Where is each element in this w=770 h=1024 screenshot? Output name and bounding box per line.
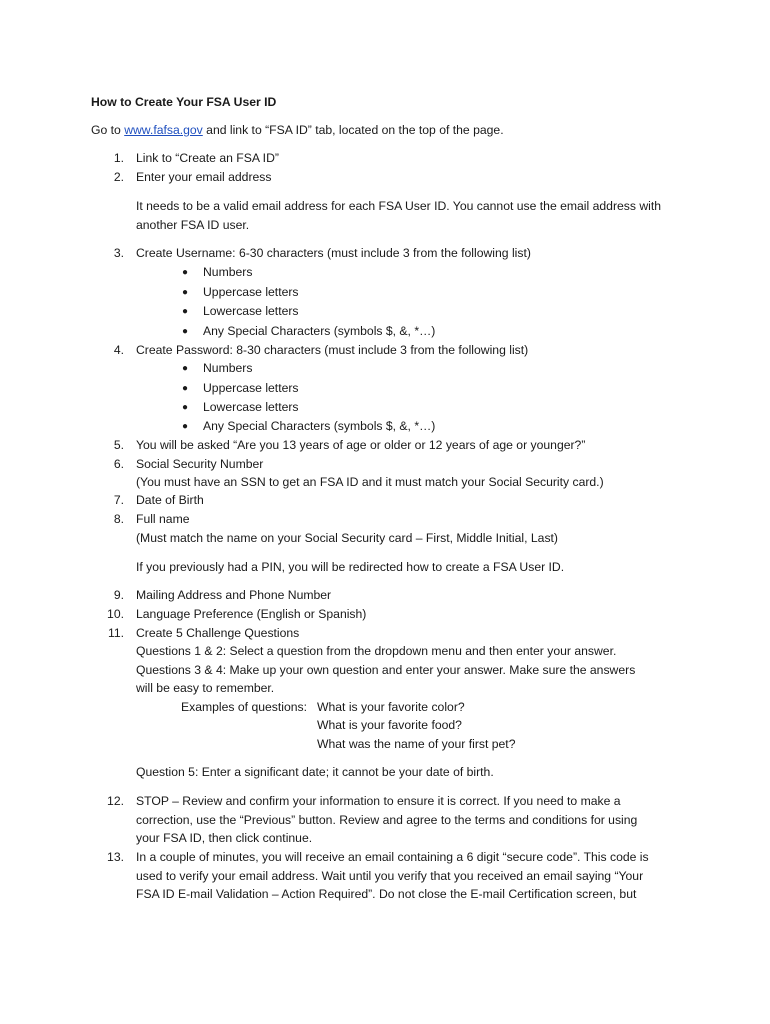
step-2-number: 2. [113, 170, 124, 184]
step-3-bullet: Uppercase letters [203, 285, 299, 299]
step-4-bullet: Lowercase letters [203, 400, 299, 414]
example-question: What is your favorite color? [317, 700, 465, 714]
step-11-number: 11. [107, 626, 124, 640]
intro-suffix: and link to “FSA ID” tab, located on the top of the page. [202, 123, 504, 137]
step-10-text: Language Preference (English or Spanish) [136, 607, 367, 621]
step-8-text: Full name [136, 512, 190, 526]
bullet-icon: ● [182, 402, 189, 413]
step-9-number: 9. [113, 588, 124, 602]
step-12-line: your FSA ID, then click continue. [136, 831, 313, 845]
step-3-bullet: Any Special Characters (symbols $, &, *…) [203, 324, 436, 338]
step-3-number: 3. [113, 246, 124, 260]
bullet-icon: ● [182, 383, 189, 394]
intro-prefix: Go to [91, 123, 125, 137]
step-2-note-line-1: It needs to be a valid email address for each FSA User ID. You cannot use the email address with [136, 199, 662, 213]
step-3-bullet: Numbers [203, 265, 253, 279]
step-12-line: correction, use the “Previous” button. Review and agree to the terms and conditions for using [136, 813, 638, 827]
step-9-text: Mailing Address and Phone Number [136, 588, 332, 602]
step-4-number: 4. [113, 343, 124, 357]
step-11-text: Create 5 Challenge Questions [136, 626, 300, 640]
step-11-note-line: will be easy to remember. [136, 681, 275, 695]
step-2-note-line-2: another FSA ID user. [136, 218, 250, 232]
step-7-number: 7. [113, 493, 124, 507]
intro-line [91, 121, 504, 140]
step-6-note: (You must have an SSN to get an FSA ID and it must match your Social Security card.) [136, 475, 604, 489]
bullet-icon: ● [182, 306, 189, 317]
step-13-number: 13. [107, 850, 124, 864]
step-4-text: Create Password: 8-30 characters (must include 3 from the following list) [136, 343, 529, 357]
step-1-number: 1. [113, 151, 124, 165]
step-11-note-line: Questions 1 & 2: Select a question from the dropdown menu and then enter your answer. [136, 644, 617, 658]
step-12-number: 12. [107, 794, 124, 808]
step-1-text: Link to “Create an FSA ID” [136, 151, 279, 165]
example-question: What was the name of your first pet? [317, 737, 516, 751]
step-3-text: Create Username: 6-30 characters (must include 3 from the following list) [136, 246, 531, 260]
step-11-note-line: Questions 3 & 4: Make up your own question and enter your answer. Make sure the answers [136, 663, 636, 677]
step-4-bullet: Uppercase letters [203, 381, 299, 395]
example-question: What is your favorite food? [317, 718, 462, 732]
step-13-line: used to verify your email address. Wait until you verify that you received an email saying “Your [136, 869, 644, 883]
step-3-bullet: Lowercase letters [203, 304, 299, 318]
step-5-text: You will be asked “Are you 13 years of age or older or 12 years of age or younger?” [136, 438, 586, 452]
step-6-number: 6. [113, 457, 124, 471]
bullet-icon: ● [182, 363, 189, 374]
step-6-text: Social Security Number [136, 457, 264, 471]
step-7-text: Date of Birth [136, 493, 204, 507]
step-13-line: In a couple of minutes, you will receive an email containing a 6 digit “secure code”. This code is [136, 850, 649, 864]
question-5-note: Question 5: Enter a significant date; it cannot be your date of birth. [136, 765, 494, 779]
step-4-bullet: Any Special Characters (symbols $, &, *…) [203, 419, 436, 433]
fafsa-link[interactable]: www.fafsa.gov [124, 123, 203, 137]
bullet-icon: ● [182, 421, 189, 432]
step-4-bullet: Numbers [203, 361, 253, 375]
step-8-number: 8. [113, 512, 124, 526]
pin-note: If you previously had a PIN, you will be redirected how to create a FSA User ID. [136, 560, 565, 574]
bullet-icon: ● [182, 326, 189, 337]
step-10-number: 10. [107, 607, 124, 621]
page-title: How to Create Your FSA User ID [91, 95, 277, 109]
bullet-icon: ● [182, 267, 189, 278]
step-2-text: Enter your email address [136, 170, 272, 184]
step-13-line: FSA ID E-mail Validation – Action Required”. Do not close the E-mail Certification screen, but [136, 887, 637, 901]
bullet-icon: ● [182, 287, 189, 298]
step-12-line: STOP – Review and confirm your information to ensure it is correct. If you need to make a [136, 794, 621, 808]
step-5-number: 5. [113, 438, 124, 452]
examples-label: Examples of questions: [181, 700, 308, 714]
step-8-note: (Must match the name on your Social Security card – First, Middle Initial, Last) [136, 531, 558, 545]
